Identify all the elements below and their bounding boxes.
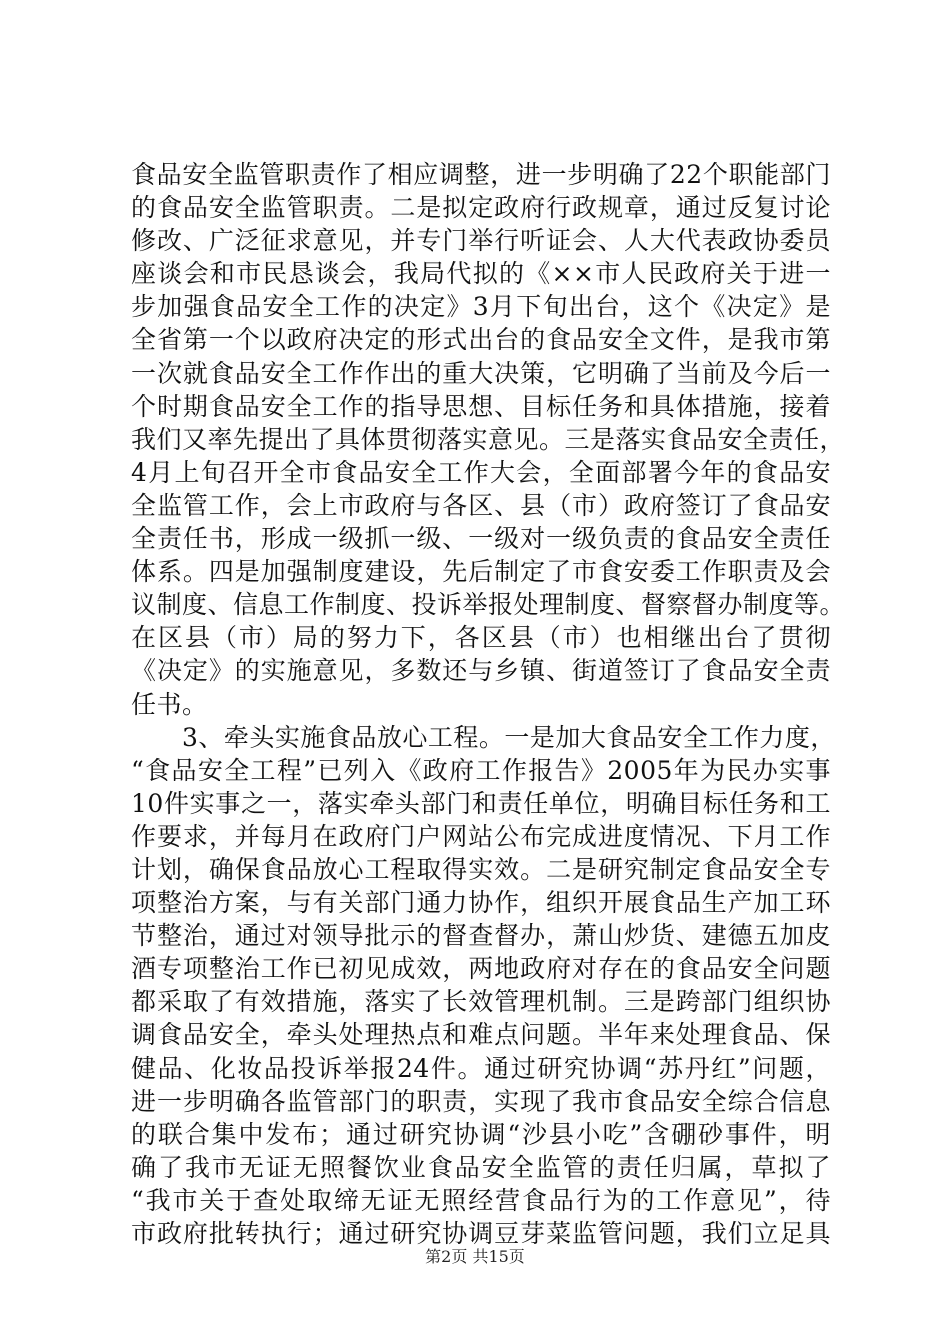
text-line: 10件实事之一，落实牵头部门和责任单位，明确目标任务和工: [131, 788, 831, 818]
text-line: 食品安全监管职责作了相应调整，进一步明确了22个职能部门: [131, 160, 831, 189]
body-text: [131, 158, 846, 1250]
text-line: 确了我市无证无照餐饮业食品安全监管的责任归属，草拟了: [131, 1152, 831, 1182]
text-line: 《决定》的实施意见，多数还与乡镇、街道签订了食品安全责: [131, 656, 831, 686]
text-line: “食品安全工程”已列入《政府工作报告》2005年为民办实事: [131, 755, 831, 785]
text-line: 市政府批转执行；通过研究协调豆芽菜监管问题，我们立足具: [131, 1219, 831, 1248]
text-line: 议制度、信息工作制度、投诉举报处理制度、督察督办制度等。: [131, 590, 846, 620]
text-line: 的食品安全监管职责。二是拟定政府行政规章，通过反复讨论: [131, 193, 831, 223]
text-line: 全责任书，形成一级抓一级、一级对一级负责的食品安全责任: [131, 524, 831, 554]
text-line: 全省第一个以政府决定的形式出台的食品安全文件，是我市第: [131, 325, 831, 355]
text-line: 4月上旬召开全市食品安全工作大会，全面部署今年的食品安: [131, 457, 831, 487]
text-line: 步加强食品安全工作的决定》3月下旬出台，这个《决定》是: [131, 292, 831, 322]
text-line: “我市关于查处取缔无证无照经营食品行为的工作意见”，待: [131, 1185, 831, 1215]
text-line: 计划，确保食品放心工程取得实效。二是研究制定食品安全专: [131, 854, 831, 884]
text-line: 3、牵头实施食品放心工程。一是加大食品安全工作力度，: [131, 722, 836, 752]
text-line: 全监管工作，会上市政府与各区、县（市）政府签订了食品安: [131, 490, 831, 520]
text-line: 的联合集中发布；通过研究协调“沙县小吃”含硼砂事件，明: [131, 1119, 831, 1149]
text-line: 作要求，并每月在政府门户网站公布完成进度情况、下月工作: [131, 821, 831, 851]
text-line: 项整治方案，与有关部门通力协作，组织开展食品生产加工环: [131, 888, 831, 918]
page-number-footer: 第2页 共15页: [425, 1247, 525, 1266]
text-line: 酒专项整治工作已初见成效，两地政府对存在的食品安全问题: [131, 954, 831, 984]
text-line: 在区县（市）局的努力下，各区县（市）也相继出台了贯彻: [131, 623, 831, 653]
text-line: 我们又率先提出了具体贯彻落实意见。三是落实食品安全责任，: [131, 424, 846, 454]
text-line: 座谈会和市民恳谈会，我局代拟的《××市人民政府关于进一: [131, 259, 831, 289]
text-line: 进一步明确各监管部门的职责，实现了我市食品安全综合信息: [131, 1086, 831, 1116]
text-line: 都采取了有效措施，落实了长效管理机制。三是跨部门组织协: [131, 987, 831, 1017]
text-line: 个时期食品安全工作的指导思想、目标任务和具体措施，接着: [131, 391, 831, 421]
text-line: 体系。四是加强制度建设，先后制定了市食安委工作职责及会: [131, 557, 831, 587]
text-line: 任书。: [131, 689, 208, 719]
text-line: 节整治，通过对领导批示的督查督办，萧山炒货、建德五加皮: [131, 921, 831, 951]
text-line: 修改、广泛征求意见，并专门举行听证会、人大代表政协委员: [131, 226, 831, 256]
text-line: 调食品安全，牵头处理热点和难点问题。半年来处理食品、保: [131, 1020, 831, 1050]
text-line: 健品、化妆品投诉举报24件。通过研究协调“苏丹红”问题，: [131, 1053, 831, 1083]
text-line: 一次就食品安全工作作出的重大决策，它明确了当前及今后一: [131, 358, 831, 388]
